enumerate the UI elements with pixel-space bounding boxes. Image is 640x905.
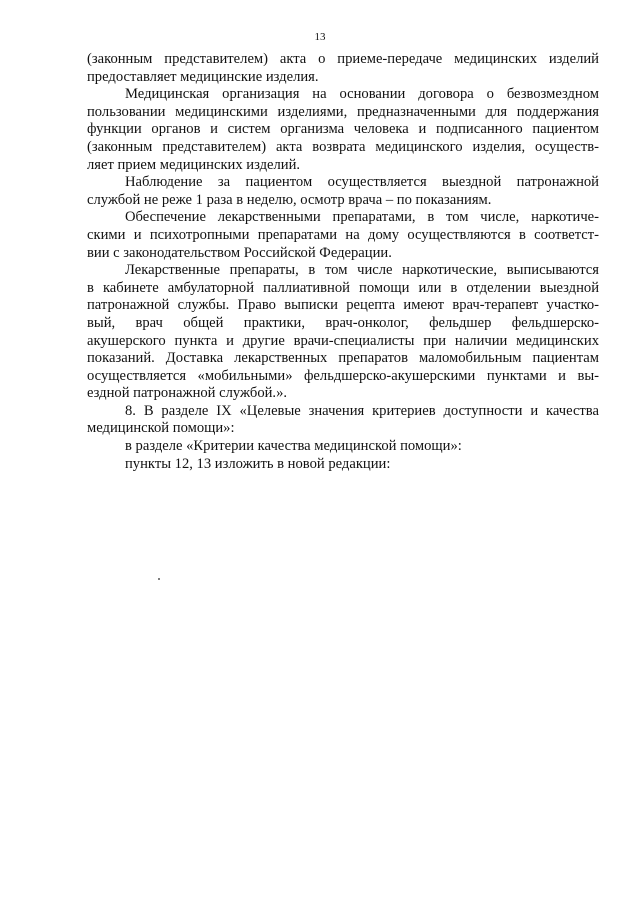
text-line: акушерского пункта и другие врачи-специалисты при наличии медицинских: [87, 332, 599, 349]
paragraph: [87, 262, 599, 403]
text-line: в разделе «Критерии качества медицинской помощи»:: [125, 438, 462, 455]
text-line: Лекарственные препараты, в том числе наркотические, выписываются: [125, 262, 599, 279]
text-line: ляет прием медицинских изделий.: [87, 156, 301, 173]
text-line: медицинской помощи»:: [87, 420, 235, 437]
text-line: Обеспечение лекарственными препаратами, в том числе, наркотиче-: [125, 209, 599, 226]
paragraph: [87, 438, 599, 456]
paragraph: [87, 209, 599, 262]
paragraph: [87, 456, 599, 474]
text-line: в кабинете амбулаторной паллиативной помощи или в отделении выездной: [87, 279, 599, 296]
paragraph: [87, 51, 599, 86]
text-line: вии с законодательством Российской Федерации.: [87, 244, 392, 261]
document-body: [87, 51, 599, 473]
text-line: 8. В разделе IX «Целевые значения критериев доступности и качества: [125, 402, 599, 419]
text-line: пункты 12, 13 изложить в новой редакции:: [125, 455, 391, 472]
text-line: (законным представителем) акта о приеме-передаче медицинских изделий: [87, 51, 599, 67]
text-line: скими и психотропными препаратами на дому осуществляются в соответст-: [87, 226, 599, 243]
text-line: службой не реже 1 раза в неделю, осмотр врача – по показаниям.: [87, 191, 492, 208]
scan-speck: [158, 578, 160, 580]
text-line: Наблюдение за пациентом осуществляется выездной патронажной: [125, 174, 599, 191]
text-line: вый, врач общей практики, врач-онколог, фельдшер фельдшерско-: [87, 314, 599, 331]
text-line: предоставляет медицинские изделия.: [87, 68, 319, 85]
text-line: осуществляется «мобильными» фельдшерско-акушерскими пунктами и вы-: [87, 367, 599, 384]
paragraph: [87, 403, 599, 438]
text-line: патронажной службы. Право выписки рецепта имеют врач-терапевт участко-: [87, 297, 599, 314]
text-line: функции органов и систем организма человека и подписанного пациентом: [87, 121, 599, 138]
text-line: (законным представителем) акта возврата медицинского изделия, осуществ-: [87, 138, 599, 155]
text-line: ездной патронажной службой.».: [87, 385, 288, 402]
paragraph: [87, 86, 599, 174]
paragraph: [87, 174, 599, 209]
text-line: Медицинская организация на основании договора о безвозмездном: [125, 86, 599, 103]
text-line: пользовании медицинскими изделиями, предназначенными для поддержания: [87, 103, 599, 120]
page-number: 13: [314, 31, 326, 43]
text-line: показаний. Доставка лекарственных препаратов маломобильным пациентам: [87, 350, 599, 367]
